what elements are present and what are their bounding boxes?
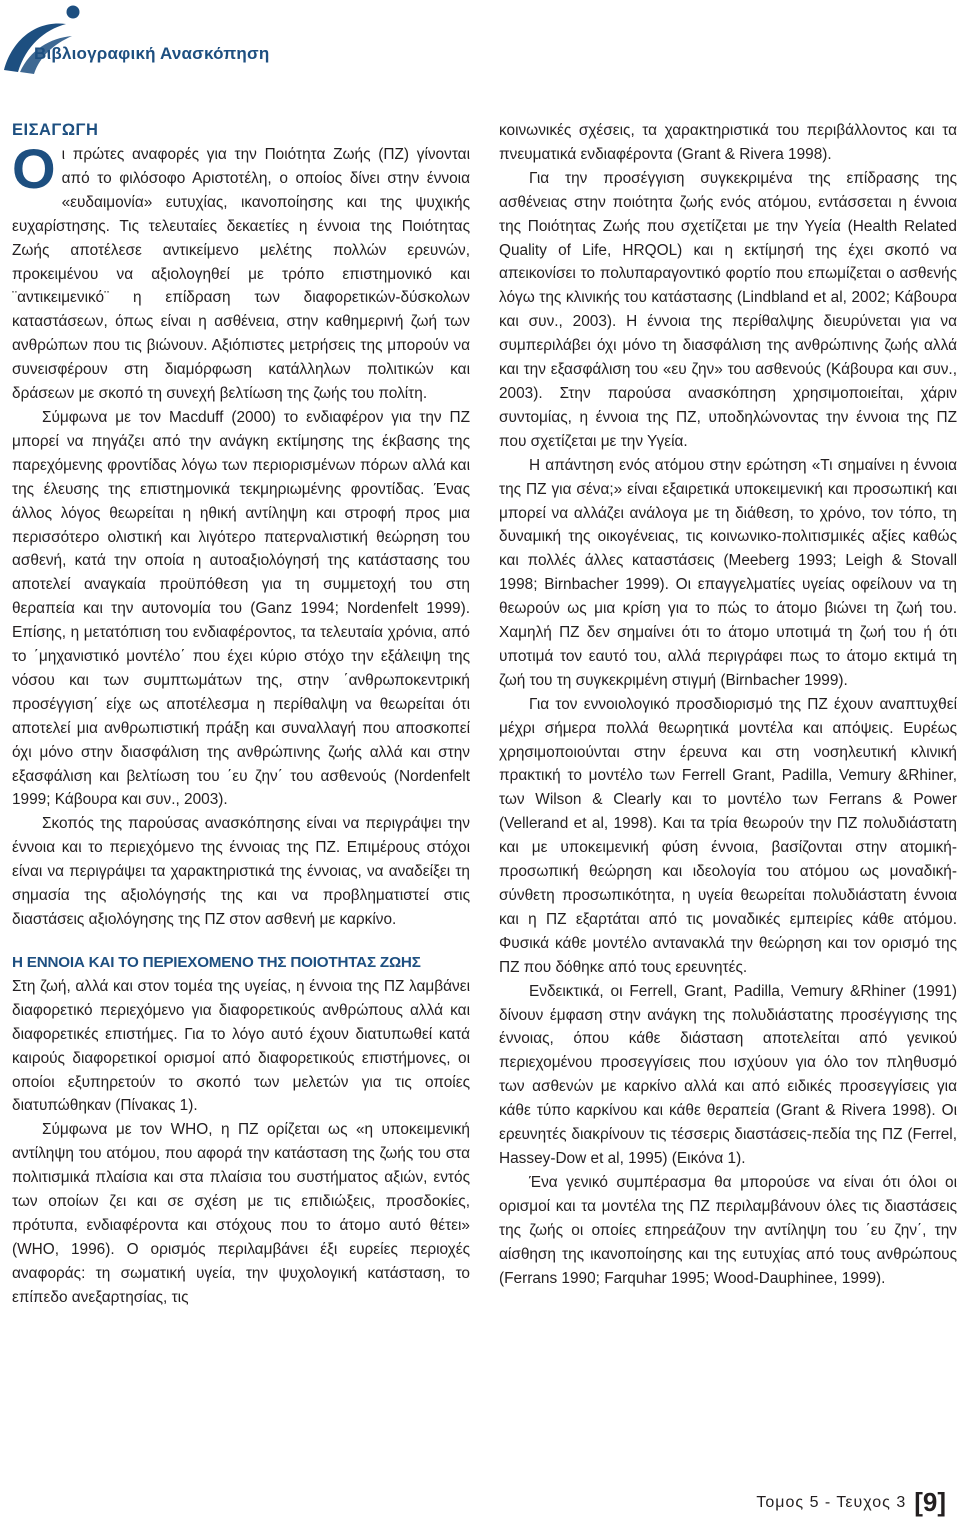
page-footer: [756, 1487, 946, 1518]
paragraph-who: Σύμφωνα με τον WHO, η ΠΖ ορίζεται ως «η υποκειμενική αντίληψη του ατόμου, που αφορά την κατάσταση της ζωής του στα πολιτισμικά πλαίσια και στα πλαίσια του συστήματος αξιών, εντός των οποίων ζει και σε σχέση με τις επιδιώξεις, προσδοκίες, πρότυπα, ενδιαφέροντα και στόχους που το άτομο αυτό θέτει» (WHO, 1996). Ο ορισμός περιλαμβάνει έξι ευρείες περιοχές αναφοράς: τη σωματική υγεία, την ψυχολογική κατάσταση, το επίπεδο ανεξαρτησίας, τις: [12, 1121, 470, 1306]
page-number: [9]: [914, 1487, 946, 1517]
intro-paragraph: [12, 137, 470, 406]
intro-heading: ΕΙΣΑΓΩΓΗ: [12, 121, 99, 139]
paragraph-concept: Στη ζωή, αλλά και στον τομέα της υγείας, η έννοια της ΠΖ λαμβάνει διαφορετικό περιεχόμενο για διαφορετικούς ανθρώπους αλλά και διαφορετικές επιστήμες. Για το λόγο αυτό έχουν διατυπωθεί κατά καιρούς διαφορετικοί ορισμοί από διαφορετικούς επιστήμονες, οι οποίοι εξυπηρετούν το σκοπό των μελετών για τις οποίες διατυπώθηκαν (Πίνακας 1).: [12, 977, 470, 1115]
paragraph-macduff: Σύμφωνα με τον Macduff (2000) το ενδιαφέρον για την ΠΖ μπορεί να πηγάζει από την ανάγκη εκτίμησης της έκβασης της παρεχόμενης φροντίδας λόγω των περιορισμένων πόρων αλλά και της έλευσης της επιστημονικά τεκμηριωμένης φροντίδας. Ένας άλλος λόγος θεωρείται η ηθική αντίληψη και στροφή προς μια περισσότερο ολιστική και λιγότερο πατερναλιστική θεώρηση του ασθενή, κατά την οποία η αυτοαξιολόγησή της κατάστασης του αποτελεί αναγκαία προϋπόθεση για τη συμμετοχή του στη θεραπεία και την αυτονομία του (Ganz 1994; Nordenfelt 1999). Επίσης, η μετατόπιση του ενδιαφέροντος, τα τελευταία χρόνια, από το ΄μηχανιστικό μοντέλο΄ που έχει κύριο στόχο την εξάλειψη της νόσου και των συμπτωμάτων της, στην ΄ανθρωποκεντρική προσέγγιση΄ είχε ως αποτέλεσμα η περίθαλψη να θεωρείται ότι αποτελεί μια ανθρωπιστική πράξη και συναλλαγή που αποσκοπεί όχι μόνο στην διασφάλιση της ανθρώπινης ζωής αλλά και στην εξασφάλιση και βελτίωση του ΄ευ ζην΄ του ασθενούς (Nordenfelt 1999; Κάβουρα και συν., 2003).: [12, 408, 470, 809]
paragraph-personal-answer: Η απάντηση ενός ατόμου στην ερώτηση «Τι σημαίνει η έννοια της ΠΖ για σένα;» είναι εξαιρετικά υποκειμενική και προσωπική και μπορεί να αλλάζει ανάλογα με τη διάθεση, το χρόνο, τον τόπο, τη δυναμική της οικογένειας, τις κοινωνικο-πολιτισμικές αξίες καθώς και πολλές άλλες καταστάσεις (Meeberg 1993; Leigh & Stovall 1998; Birnbacher 1999). Οι επαγγελματίες υγείας οφείλουν να τη θεωρούν ως μια κρίση για το πώς το άτομο βιώνει τη ζωή του. Χαμηλή ΠΖ δεν σημαίνει ότι το άτομο υποτιμά τη ζωή του ή ότι υποτιμά τον εαυτό του, αλλά περιγράφει πως το άτομο εκτιμά τη ζωή του τη συγκεκριμένη στιγμή (Birnbacher 1999).: [499, 456, 957, 689]
dropcap-letter: Ο: [12, 137, 56, 200]
concept-heading: Η ΕΝΝΟΙΑ ΚΑΙ ΤΟ ΠΕΡΙΕΧΟΜΕΝΟ ΤΗΣ ΠΟΙΟΤΗΤΑΣ ΖΩΗΣ: [12, 953, 421, 971]
paragraph-continuation: κοινωνικές σχέσεις, τα χαρακτηριστικά του περιβάλλοντος και τα πνευματικά ενδιαφέροντα (Grant & Rivera 1998).: [499, 122, 957, 163]
paragraph-conclusion: Ένα γενικό συμπέρασμα θα μπορούσε να είναι ότι όλοι οι ορισμοί και τα μοντέλα της ΠΖ περιλαμβάνουν όλες τις διαστάσεις της ζωής οι οποίες επηρεάζουν την αντίληψη του ΄ευ ζην΄, την αίσθηση της ικανοποίησης και της ευτυχίας από τους ανθρώπους (Ferrans 1990; Farquhar 1995; Wood-Dauphinee, 1999).: [499, 1173, 957, 1287]
paragraph-hrqol: Για την προσέγγιση συγκεκριμένα της επίδρασης της ασθένειας στην ποιότητα ζωής ενός ατόμου, εντάσσεται η έννοια της Ποιότητας Ζωής που σχετίζεται με την Υγεία (Health Related Quality of Life, HRQOL) και η εκτίμησή της έχει σκοπό να απεικονίσει το πολυπαραγοντικό φορτίο που επωμίζεται ο ασθενής λόγω της κλινικής του κατάστασης (Lindbland et al, 2002; Κάβουρα και συν., 2003). Η έννοια της περίθαλψης διευρύνεται για να συμπεριλάβει όχι μόνο τη διασφάλιση της ανθρώπινης ζωής αλλά και την εξασφάλιση του «ευ ζην» του ασθενούς (Κάβουρα και συν., 2003). Στην παρούσα ανασκόπηση χρησιμοποιείται, χάριν συντομίας, η έννοια της ΠΖ, υποδηλώνοντας την έννοια της ΠΖ που σχετίζεται με την Υγεία.: [499, 169, 957, 450]
paragraph-models: Για τον εννοιολογικό προσδιορισμό της ΠΖ έχουν αναπτυχθεί μέχρι σήμερα πολλά θεωρητικά μοντέλα και απόψεις. Ευρέως χρησιμοποιούνται στην έρευνα και στη νοσηλευτική κλινική πρακτική το μοντέλο των Ferrell Grant, Padilla, Vemury &Rhiner, των Wilson & Clearly και το μοντέλο των Ferrans & Power (Vellerand et al, 1998). Και τα τρία θεωρούν την ΠΖ πολυδιάστατη και με υποκειμενική φύση έννοια, βασίζονται στην ατομική-προσωπική θεώρηση και ιδεολογία του ατόμου ως μοναδική-σύνθετη προσωπικότητα, η υγεία θεωρείται πολυδιάστατη έννοια και η ΠΖ εξαρτάται από τις μοναδικές εμπειρίες κάθε ατόμου. Φυσικά κάθε μοντέλο αντανακλά την θεώρηση και τον ορισμό της ΠΖ που δόθηκε από τους ερευνητές.: [499, 695, 957, 976]
right-column: [499, 119, 957, 1290]
intro-paragraph-text: ι πρώτες αναφορές για την Ποιότητα Ζωής (ΠΖ) γίνονται από το φιλόσοφο Αριστοτέλη, ο οποίος δίνει στην έννοια «ευδαιμονία» ευτυχίας, ικανοποίησης και της ψυχικής ευχαρίστησης. Τις τελευταίες δεκαετίες η έννοια της Ποιότητας Ζωής αποτέλεσε αντικείμενο μελέτης πολλών ερευνών, προκειμένου να αξιολογηθεί με τρόπο επιστημονικό και ¨αντικειμενικό¨ η επίδραση των διαφορετικών-δύσκολων καταστάσεων, όπως είναι η ασθένεια, στην καθημερινή ζωή των ανθρώπων που τις βιώνουν. Αξιόπιστες μετρήσεις της μπορούν να συνεισφέρουν στη διαμόρφωση κατάλληλων πολιτικών και δράσεων με σκοπό τη συνεχή βελτίωση της ζωής του πολίτη.: [12, 146, 470, 403]
section-label: Βιβλιογραφική Ανασκόπηση: [34, 44, 270, 63]
paragraph-ferrell: Ενδεικτικά, οι Ferrell, Grant, Padilla, Vemury &Rhiner (1991) δίνουν έμφαση στην ανάγκη της πολυδιάστατης προσέγγισης της έννοιας, όπου κάθε διάσταση αποτελείται από γενικού περιεχομένου προσεγγίσεις που ισχύουν για όλο τον πληθυσμό των ασθενών με καρκίνο αλλά και από ειδικές προσεγγίσεις για κάθε τύπο καρκίνου και κάθε θεραπεία (Grant & Rivera 1998). Οι ερευνητές διακρίνουν τις τέσσερις διαστάσεις-πεδία της ΠΖ (Ferrel, Hassey-Dow et al, 1995) (Εικόνα 1).: [499, 982, 957, 1167]
volume-issue: Τομος 5 - Τευχος 3: [756, 1493, 907, 1511]
journal-logo-icon: [0, 0, 90, 80]
left-column: [12, 119, 470, 1310]
paragraph-purpose: Σκοπός της παρούσας ανασκόπησης είναι να περιγράψει την έννοια και το περιεχόμενο της έννοιας της ΠΖ. Επιμέρους στόχοι είναι να περιγράψει τα χαρακτηριστικά της έννοιας, να αναδείξει τη σημασία της αξιολόγησής της και να προβληματιστεί στις διαστάσεις αξιολόγησης της ΠΖ στον ασθενή με καρκίνο.: [12, 815, 470, 928]
